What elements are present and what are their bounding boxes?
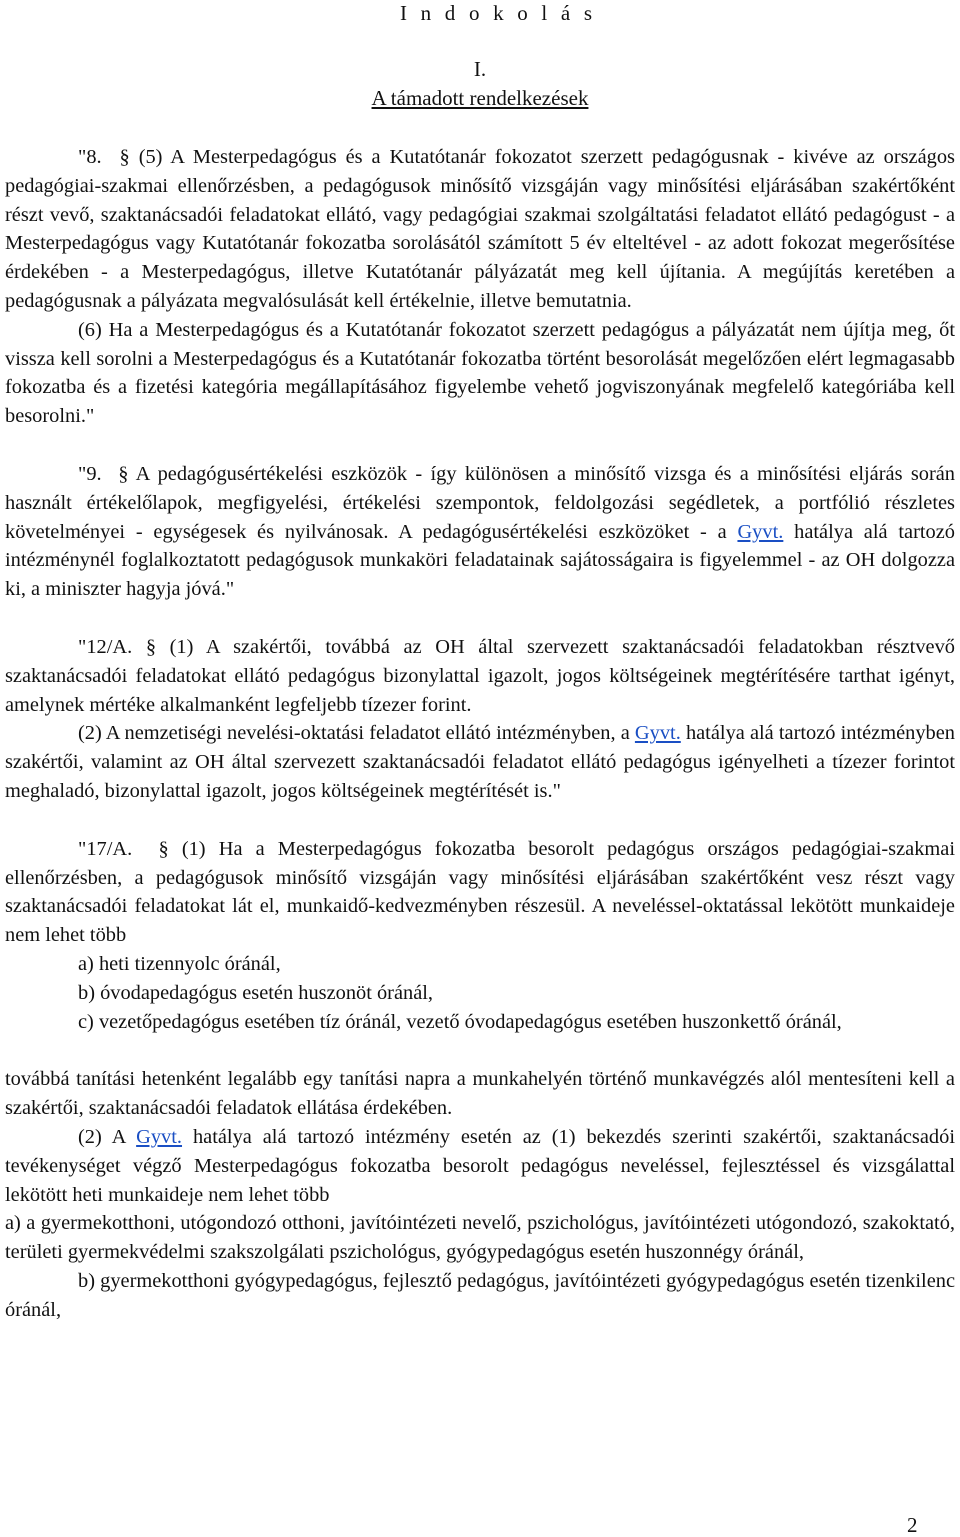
part-number: I.	[473, 57, 487, 81]
section-12a-paragraph-1: "12/A. § (1) A szakértői, továbbá az OH által szervezett szaktanácsadói feladatokban résztvevő szaktanácsadói feladatokat ellátó pedagógus bizonylattal igazolt, jogos költségeinek megtérítésére tarthat igényt, amelynek mértéke alkalmanként legfeljebb tízezer forint.	[5, 635, 955, 716]
gyvt-link[interactable]: Gyvt.	[634, 722, 681, 745]
list-item-a: a) heti tizennyolc óránál,	[78, 952, 281, 975]
section-8-paragraph-5: "8. § (5) A Mesterpedagógus és a Kutatótanár fokozatot szerzett pedagógusnak - kivéve az országos pedagógiai-szakmai ellenőrzésben, a pedagógusok minősítő vizsgáján vagy minősítési eljárásában szakértőként részt vevő, szaktanácsadói feladatokat ellátó, vagy pedagógiai szakmai szolgáltatási feladatot ellátó pedagógust - a Mesterpedagógus vagy Kutatótanár fokozatba sorolásától számított 5 év elteltével - az adott fokozat megerősítése érdekében - a Mesterpedagógus, illetve Kutatótanár pályázatát meg kell újítania. A megújítás keretében a pedagógusnak a pályázata megvalósulását kell értékelnie, illetve bemutatnia.	[5, 146, 955, 312]
section-17a-continuation: továbbá tanítási hetenként legalább egy tanítási napra a munkahelyén történő munkavégzés alól mentesíteni kell a szakértői, szaktanácsadói feladatok ellátása érdekében.	[5, 1068, 955, 1120]
list-item-2b: b) gyermekotthoni gyógypedagógus, fejlesztő pedagógus, javítóintézeti gyógypedagógus esetén tizenkilenc óránál,	[5, 1269, 955, 1321]
page-number: 2	[907, 1513, 918, 1537]
section-sign: §	[145, 635, 157, 658]
section-sign: §	[119, 146, 130, 168]
section-17a-paragraph-1: "17/A. § (1) Ha a Mesterpedagógus fokozatba besorolt pedagógus országos pedagógiai-szakmai ellenőrzésben, a pedagógusok minősítő vizsgáján vagy minősítési eljárásában szakértőként vesz részt vagy szaktanácsadói feladatokat lát el, munkaidő-kedvezményben részesül. A neveléssel-oktatással lekötött munkaideje nem lehet több	[5, 837, 955, 947]
section-12a-paragraph-2: (2) A nemzetiségi nevelési-oktatási feladatot ellátó intézményben, a Gyvt. hatálya alá tartozó intézményben szakértői, valamint az OH által szervezett szaktanácsadói feladatot ellátó pedagógus igényelheti a tízezer forintot meghaladó, bizonylattal igazolt, jogos költségeinek megtérítését is."	[5, 722, 955, 802]
section-17a-paragraph-2: (2) A Gyvt. hatálya alá tartozó intézmény esetén az (1) bekezdés szerinti szakértői, szaktanácsadói tevékenységet végző Mesterpedagógus fokozatba besorolt pedagógus neveléssel, fejlesztéssel és vizsgálattal lekötött heti munkaideje nem lehet több	[5, 1125, 955, 1206]
section-9-paragraph: "9. § A pedagógusértékelési eszközök - így különösen a minősítő vizsga és a minősítési eljárás során használt értékelőlapok, megfigyelési, értékelési szempontok, feldolgozási segédletek, a portfólió részletes követelményei - egységesek és nyilvánosak. A pedagógusértékelési eszközöket - a Gyvt. hatálya alá tartozó intézménynél foglalkoztatott pedagógusok munkaköri feladatainak sajátosságaira is figyelemmel - az OH dolgozza ki, a miniszter hagyja jóvá."	[5, 462, 955, 601]
section-8-paragraph-6: (6) Ha a Mesterpedagógus és a Kutatótanár fokozatot szerzett pedagógus a pályázatát nem újítja meg, őt vissza kell sorolni a Mesterpedagógus és a Kutatótanár fokozatba történt besorolását megelőzően elért legmagasabb fokozatba és a fizetési kategória megállapításához figyelembe vehető jogviszonyának megfelelő kategóriába kell besorolni."	[5, 318, 955, 428]
list-item-2a: a) a gyermekotthoni, utógondozó otthoni, javítóintézeti nevelő, pszichológus, javítóintézeti utógondozó, szakoktató, területi gyermekvédelmi szakszolgálati pszichológus, gyógypedagógus esetén huszonnégy óránál,	[5, 1212, 955, 1264]
section-sign: §	[158, 837, 169, 860]
list-item-c: c) vezetőpedagógus esetében tíz óránál, vezető óvodapedagógus esetében huszonkettő óránál,	[78, 1010, 842, 1033]
document-title: I n d o k o l á s	[400, 1, 597, 25]
section-sign: §	[118, 462, 129, 485]
gyvt-link[interactable]: Gyvt.	[737, 520, 784, 543]
section-subtitle: A támadott rendelkezések	[371, 86, 589, 110]
list-item-b: b) óvodapedagógus esetén huszonöt óránál,	[78, 981, 434, 1004]
document-body	[5, 143, 955, 1324]
gyvt-link[interactable]: Gyvt.	[136, 1125, 183, 1148]
